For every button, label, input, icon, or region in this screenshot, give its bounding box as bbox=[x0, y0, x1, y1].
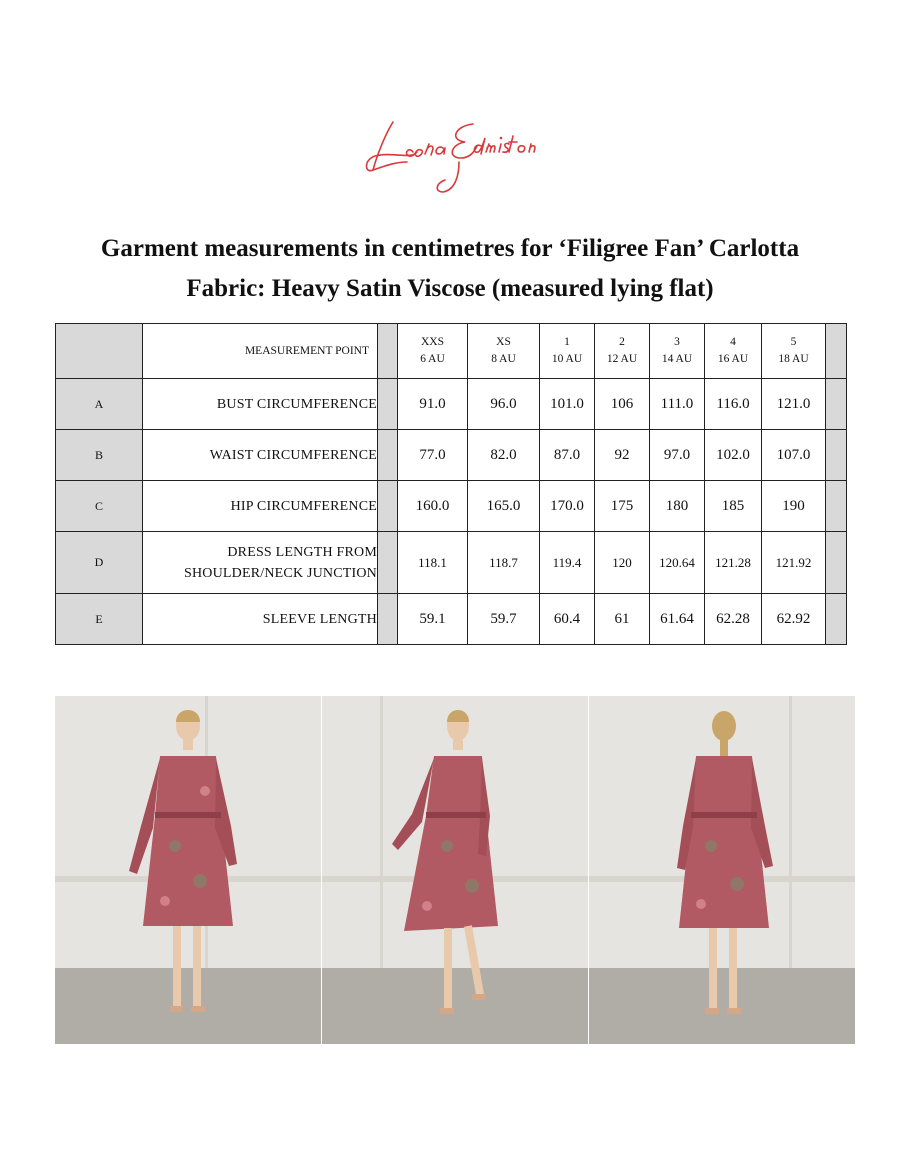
value-cell: 106 bbox=[595, 379, 650, 430]
header-size-cell: XS 8 AU bbox=[468, 324, 540, 379]
spacer-cell bbox=[378, 594, 398, 645]
value-cell: 185 bbox=[705, 481, 762, 532]
value-cell: 121.0 bbox=[762, 379, 826, 430]
table-header-row bbox=[56, 324, 847, 379]
value-cell: 77.0 bbox=[398, 430, 468, 481]
value-cell: 107.0 bbox=[762, 430, 826, 481]
value-cell: 118.1 bbox=[398, 532, 468, 594]
value-cell: 121.28 bbox=[705, 532, 762, 594]
header-measurement-point: MEASUREMENT POINT bbox=[143, 324, 378, 379]
row-label: SLEEVE LENGTH bbox=[143, 594, 378, 645]
table-row bbox=[56, 481, 847, 532]
end-cell bbox=[826, 379, 847, 430]
spacer-cell bbox=[378, 379, 398, 430]
model-back-view-photo bbox=[589, 696, 855, 1044]
value-cell: 102.0 bbox=[705, 430, 762, 481]
row-label: BUST CIRCUMFERENCE bbox=[143, 379, 378, 430]
value-cell: 116.0 bbox=[705, 379, 762, 430]
value-cell: 165.0 bbox=[468, 481, 540, 532]
header-size-cell: 1 10 AU bbox=[540, 324, 595, 379]
value-cell: 121.92 bbox=[762, 532, 826, 594]
value-cell: 87.0 bbox=[540, 430, 595, 481]
value-cell: 60.4 bbox=[540, 594, 595, 645]
value-cell: 59.1 bbox=[398, 594, 468, 645]
logo-text bbox=[545, 100, 546, 101]
table-row bbox=[56, 379, 847, 430]
header-size-cell: 5 18 AU bbox=[762, 324, 826, 379]
page-title: Garment measurements in centimetres for ‘Filigree Fan’ Carlotta bbox=[100, 235, 800, 262]
value-cell: 92 bbox=[595, 430, 650, 481]
size-chart-table bbox=[55, 323, 847, 645]
value-cell: 119.4 bbox=[540, 532, 595, 594]
header-size-cell: XXS 6 AU bbox=[398, 324, 468, 379]
value-cell: 59.7 bbox=[468, 594, 540, 645]
table-row bbox=[56, 594, 847, 645]
value-cell: 120.64 bbox=[650, 532, 705, 594]
signature-logo-icon bbox=[355, 100, 545, 200]
header-size-cell: 2 12 AU bbox=[595, 324, 650, 379]
model-side-view-photo bbox=[322, 696, 588, 1044]
table-row bbox=[56, 532, 847, 594]
product-photos bbox=[55, 696, 855, 1044]
header-size-cell: 3 14 AU bbox=[650, 324, 705, 379]
end-cell bbox=[826, 430, 847, 481]
value-cell: 91.0 bbox=[398, 379, 468, 430]
value-cell: 190 bbox=[762, 481, 826, 532]
spacer-cell bbox=[378, 430, 398, 481]
value-cell: 118.7 bbox=[468, 532, 540, 594]
row-letter: B bbox=[56, 430, 143, 481]
header-empty-cell bbox=[56, 324, 143, 379]
row-label: DRESS LENGTH FROM SHOULDER/NECK JUNCTION bbox=[143, 532, 378, 594]
row-letter: D bbox=[56, 532, 143, 594]
header-size-cell: 4 16 AU bbox=[705, 324, 762, 379]
end-cell bbox=[826, 532, 847, 594]
brand-logo bbox=[355, 100, 545, 200]
value-cell: 101.0 bbox=[540, 379, 595, 430]
value-cell: 175 bbox=[595, 481, 650, 532]
end-cell bbox=[826, 481, 847, 532]
spacer-cell bbox=[378, 532, 398, 594]
value-cell: 111.0 bbox=[650, 379, 705, 430]
value-cell: 82.0 bbox=[468, 430, 540, 481]
row-label: WAIST CIRCUMFERENCE bbox=[143, 430, 378, 481]
value-cell: 62.28 bbox=[705, 594, 762, 645]
row-label: HIP CIRCUMFERENCE bbox=[143, 481, 378, 532]
value-cell: 62.92 bbox=[762, 594, 826, 645]
value-cell: 160.0 bbox=[398, 481, 468, 532]
row-letter: C bbox=[56, 481, 143, 532]
value-cell: 61.64 bbox=[650, 594, 705, 645]
value-cell: 96.0 bbox=[468, 379, 540, 430]
row-letter: A bbox=[56, 379, 143, 430]
model-front-view-photo bbox=[55, 696, 321, 1044]
spacer-cell bbox=[378, 481, 398, 532]
value-cell: 180 bbox=[650, 481, 705, 532]
row-letter: E bbox=[56, 594, 143, 645]
table-row bbox=[56, 430, 847, 481]
header-end-cell bbox=[826, 324, 847, 379]
value-cell: 97.0 bbox=[650, 430, 705, 481]
value-cell: 120 bbox=[595, 532, 650, 594]
page-subtitle: Fabric: Heavy Satin Viscose (measured lying flat) bbox=[186, 275, 714, 302]
header-spacer-cell bbox=[378, 324, 398, 379]
value-cell: 61 bbox=[595, 594, 650, 645]
end-cell bbox=[826, 594, 847, 645]
value-cell: 170.0 bbox=[540, 481, 595, 532]
